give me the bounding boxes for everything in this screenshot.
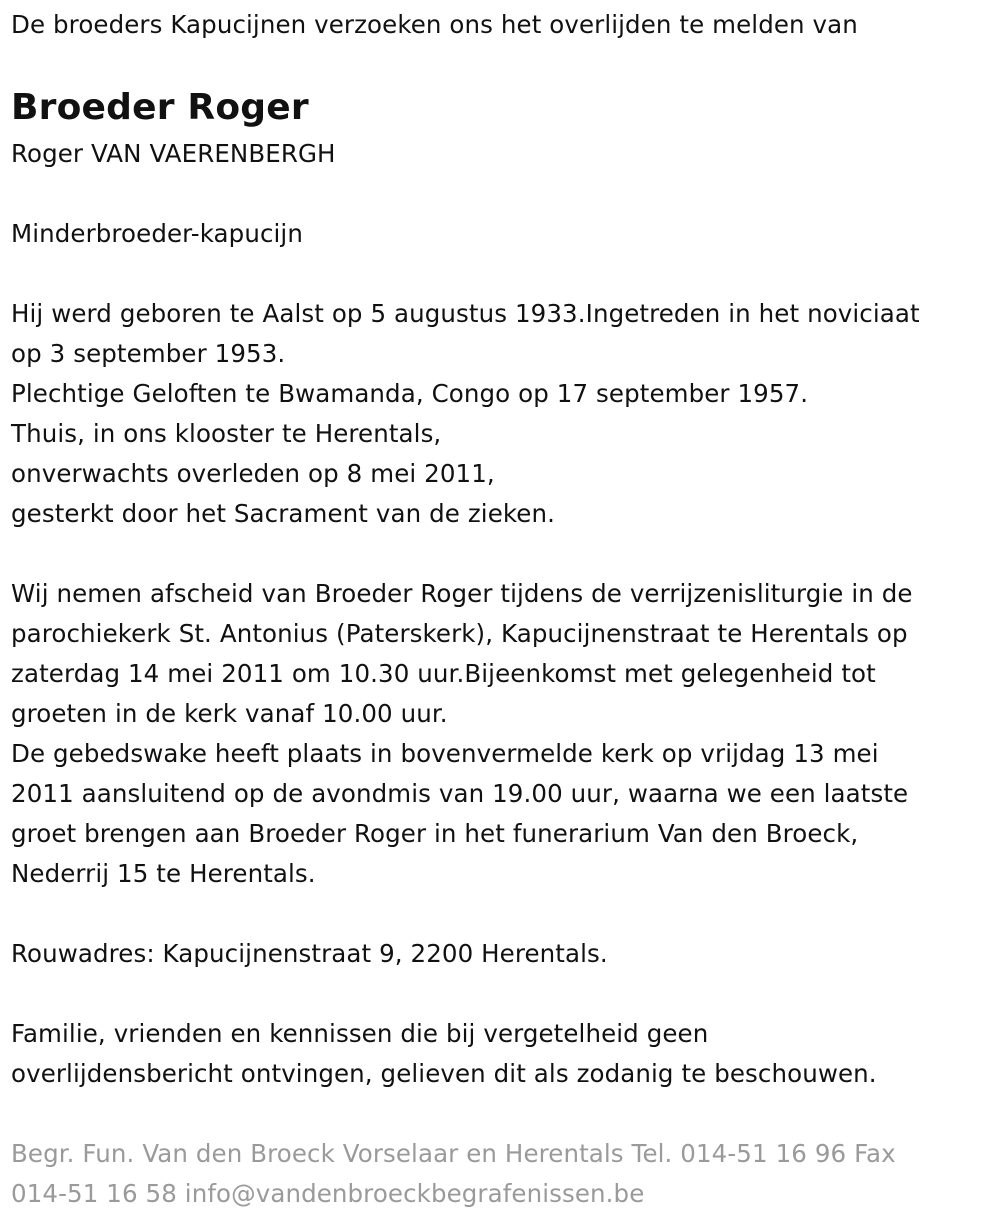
bio-line: gesterkt door het Sacrament van de zieken. xyxy=(11,499,555,528)
service-line: groeten in de kerk vanaf 10.00 uur. xyxy=(11,699,448,728)
service-line: groet brengen aan Broeder Roger in het funerarium Van den Broeck, xyxy=(11,819,859,848)
service-line: Nederrij 15 te Herentals. xyxy=(11,859,316,888)
mourning-address: Rouwadres: Kapucijnenstraat 9, 2200 Herentals. xyxy=(11,939,608,968)
service-line: 2011 aansluitend op de avondmis van 19.00 uur, waarna we een laatste xyxy=(11,779,909,808)
funeral-home-contact-line: 014-51 16 58 info@vandenbroeckbegrafenissen.be xyxy=(11,1179,645,1208)
service-line: zaterdag 14 mei 2011 om 10.30 uur.Bijeenkomst met gelegenheid tot xyxy=(11,659,876,688)
bio-line: Plechtige Geloften te Bwamanda, Congo op 17 september 1957. xyxy=(11,379,809,408)
deceased-role: Minderbroeder-kapucijn xyxy=(11,219,303,248)
service-line: De gebedswake heeft plaats in bovenvermelde kerk op vrijdag 13 mei xyxy=(11,739,879,768)
bio-line: op 3 september 1953. xyxy=(11,339,286,368)
bio-line: onverwachts overleden op 8 mei 2011, xyxy=(11,459,495,488)
service-line: parochiekerk St. Antonius (Paterskerk), Kapucijnenstraat te Herentals op xyxy=(11,619,908,648)
funeral-home-line: Begr. Fun. Van den Broeck Vorselaar en Herentals Tel. 014-51 16 96 Fax xyxy=(11,1139,896,1168)
bio-line: Thuis, in ons klooster te Herentals, xyxy=(11,419,442,448)
intro-text: De broeders Kapucijnen verzoeken ons het overlijden te melden van xyxy=(11,10,858,39)
deceased-full-name: Roger VAN VAERENBERGH xyxy=(11,139,336,168)
deceased-name: Broeder Roger xyxy=(11,87,309,128)
notice-line: overlijdensbericht ontvingen, gelieven dit als zodanig te beschouwen. xyxy=(11,1059,877,1088)
service-line: Wij nemen afscheid van Broeder Roger tijdens de verrijzenisliturgie in de xyxy=(11,579,913,608)
notice-line: Familie, vrienden en kennissen die bij vergetelheid geen xyxy=(11,1019,709,1048)
bio-line: Hij werd geboren te Aalst op 5 augustus 1933.Ingetreden in het noviciaat xyxy=(11,299,920,328)
